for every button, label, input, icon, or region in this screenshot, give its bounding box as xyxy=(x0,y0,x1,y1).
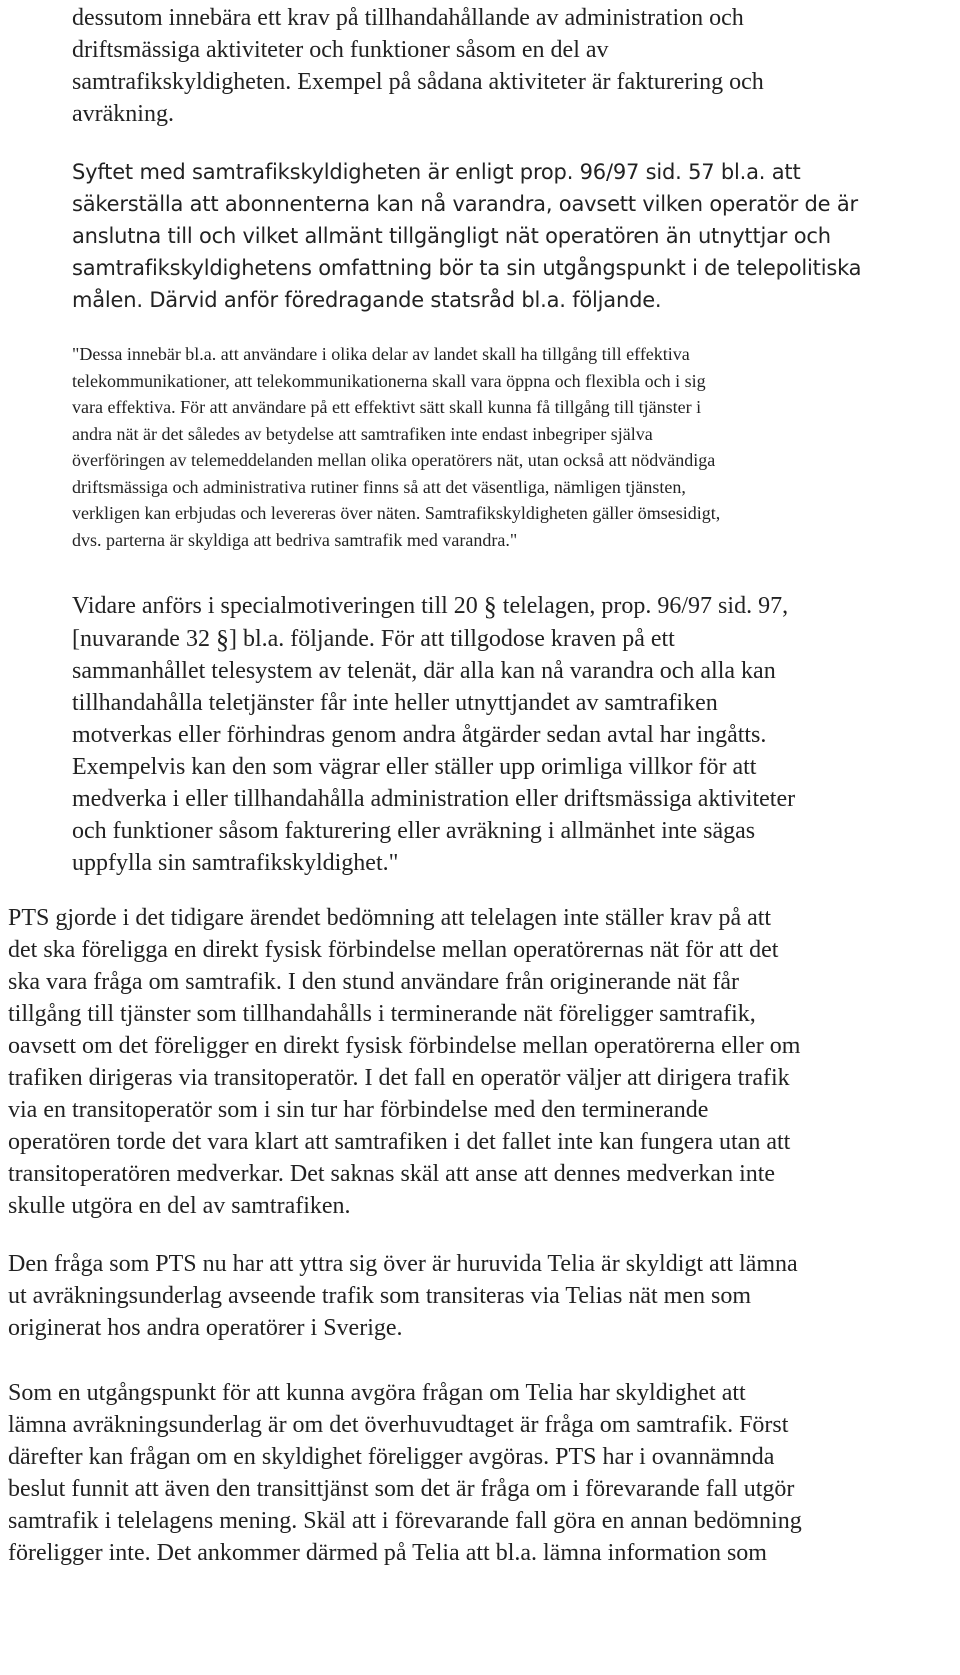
special-motivation-line-two-end: ] bl.a. följande. xyxy=(228,626,375,652)
section-mark: § xyxy=(215,625,229,654)
purpose-paragraph: Syftet med samtrafikskyldigheten är enligt prop. 96/97 sid. 57 bl.a. att säkerställa att abonnenterna kan nå varandra, oavsett vilken operatör de är anslutna till och vilket allmänt tillgängligt nät operatören än utnyttjar och samtrafikskyldighetens omfattning bör ta sin utgångspunkt i de telepolitiska målen. Därvid anför föredragande statsråd bl.a. följande. xyxy=(72,160,862,312)
special-motivation-paragraph xyxy=(72,589,932,879)
special-motivation-line-one-start: Vidare anförs i specialmotiveringen till 20 xyxy=(72,593,484,619)
section-mark: § xyxy=(483,592,497,621)
special-motivation-line-one-end: telelagen, prop. 96/97 sid. 97, xyxy=(496,593,789,619)
continuation-paragraph: dessutom innebära ett krav på tillhandahållande av administration och driftsmässiga aktiviteter och funktioner såsom en del av samtrafikskyldigheten. Exempel på sådana aktiviteter är fakturering och avräkning. xyxy=(72,5,764,127)
starting-point-paragraph: Som en utgångspunkt för att kunna avgöra frågan om Telia har skyldighet att lämna avräkningsunderlag är om det överhuvudtaget är fråga om samtrafik. Först därefter kan frågan om en skyldighet föreligger avgöras. PTS har i ovannämnda beslut funnit att även den transittjänst som det är fråga om i förevarande fall utgör samtrafik i telelagens mening. Skäl att i förevarande fall göra en annan bedömning föreligger inte. Det ankommer därmed på Telia att bl.a. lämna information som xyxy=(8,1380,802,1566)
pts-assessment-paragraph: PTS gjorde i det tidigare ärendet bedömning att telelagen inte ställer krav på att det ska föreligga en direkt fysisk förbindelse mellan operatörernas nät för att det ska vara fråga om samtrafik. I den stund användare från originerande nät får tillgång till tjänster som tillhandahålls i terminerande nät föreligger samtrafik, oavsett om det föreligger en direkt fysisk förbindelse mellan operatörerna eller om trafiken dirigeras via transitoperatör. I det fall en operatör väljer att dirigera trafik via en transitoperatör som i sin tur har förbindelse med den terminerande operatören torde det vara klart att samtrafiken i det fallet inte kan fungera utan att transitoperatören medverkar. Det saknas skäl att anse att dennes medverkan inte skulle utgöra en del av samtrafiken. xyxy=(8,905,801,1219)
special-motivation-body: För att tillgodose kraven på ett sammanhållet telesystem av telenät, där alla kan nå varandra och alla kan tillhandahålla teletjänster får inte heller utnyttjandet av samtrafiken motverkas eller förhindras genom andra åtgärder sedan avtal har ingåtts. Exempelvis kan den som vägrar eller ställer upp orimliga villkor för att medverka i eller tillhandahålla administration eller driftsmässiga aktiviteter och funktioner såsom fakturering eller avräkning i allmänhet inte sägas uppfylla sin samtrafikskyldighet." xyxy=(72,626,796,876)
quoted-statement: "Dessa innebär bl.a. att användare i olika delar av landet skall ha tillgång till effektiva telekommunikationer, att telekommunikationerna skall vara öppna och flexibla och i sig vara effektiva. För att användare på ett effektivt sätt skall kunna få tillgång till tjänster i andra nät är det således av betydelse att samtrafiken inte endast inbegriper själva överföringen av telemeddelanden mellan olika operatörers nät, utan också att nödvändiga driftsmässiga och administrativa rutiner finns så att det väsentliga, nämligen tjänsten, verkligen kan erbjudas och levereras över näten. Samtrafikskyldigheten gäller ömsesidigt, dvs. parterna är skyldiga att bedriva samtrafik med varandra." xyxy=(72,344,721,550)
question-paragraph: Den fråga som PTS nu har att yttra sig över är huruvida Telia är skyldigt att lämna ut avräkningsunderlag avseende trafik som transiteras via Telias nät men som originerat hos andra operatörer i Sverige. xyxy=(8,1251,798,1341)
special-motivation-line-two-start: [nuvarande 32 xyxy=(72,626,216,652)
